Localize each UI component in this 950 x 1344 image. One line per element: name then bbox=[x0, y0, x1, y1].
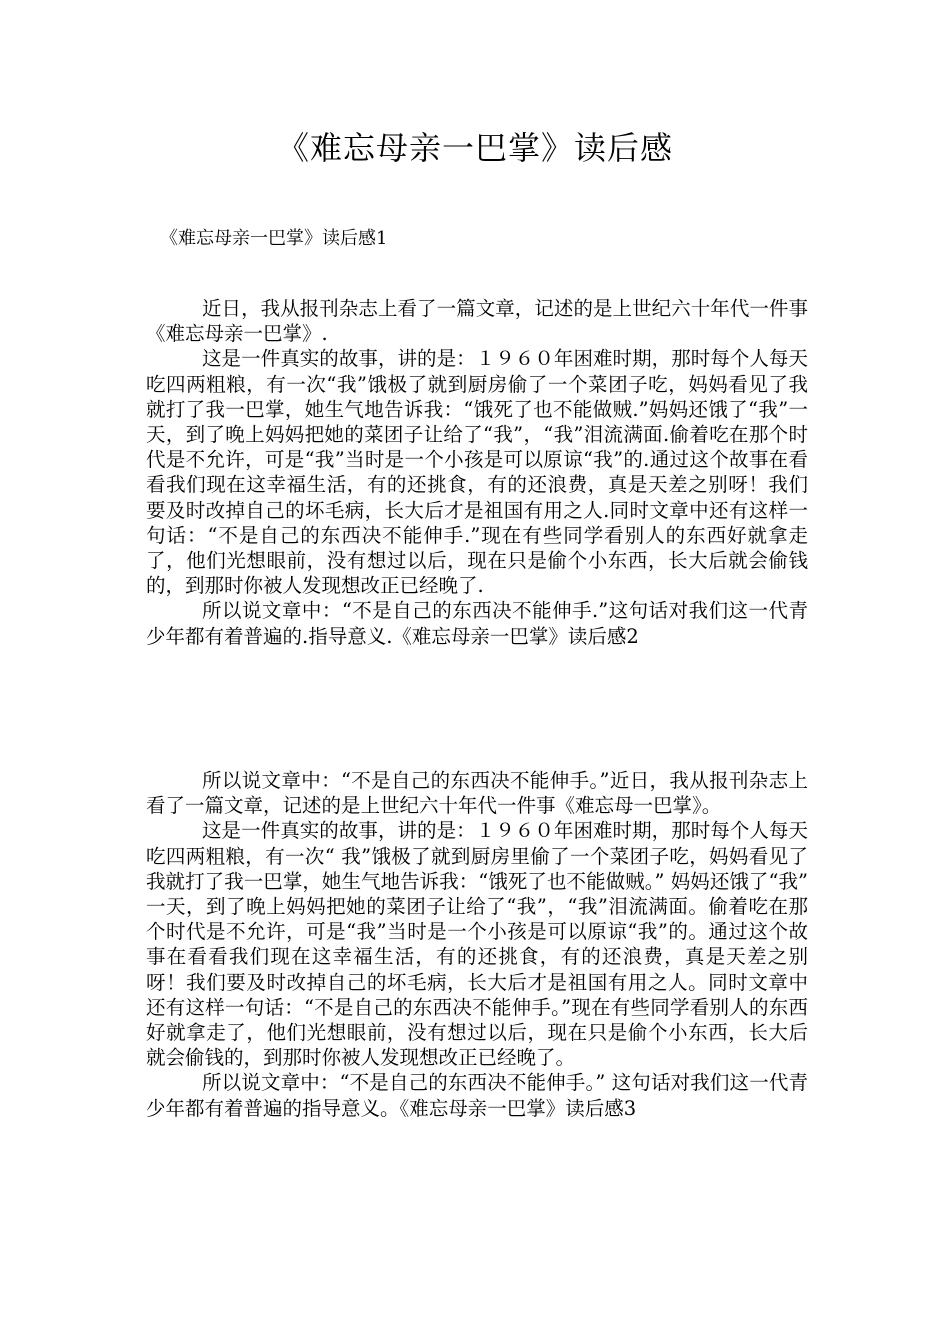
page-title: 《难忘母亲一巴掌》读后感 bbox=[276, 129, 673, 167]
body-paragraph: 这是一件真实的故事，讲的是：１９６０年困难时期，那时每个人每天吃四两粗粮，有一次“ 我”饿极了就到厨房里偷了一个菜团子吃，妈妈看见了我就打了我一巴掌，她生气地告诉我：“饿死了也不能做贼。” 妈妈还饿了“我” 一天，到了晚上妈妈把她的菜团子让给了“我”，“我”泪流满面。偷着吃在那个时代是不允许，可是“我”当时是一个小孩是可以原谅“我”的。通过这个故事在看看我们现在这幸福生活，有的还挑食，有的还浪费，真是天差之别呀！我们要及时改掉自己的坏毛病，长大后才是祖国有用之人。同时文章中还有这样一句话：“不是自己的东西决不能伸手。”现在有些同学看别人的东西好就拿走了，他们光想眼前，没有想过以后，现在只是偷个小东西，长大后就会偷钱的，到那时你被人发现想改正已经晚了。 bbox=[146, 819, 808, 1070]
body-paragraph: 近日，我从报刊杂志上看了一篇文章，记述的是上世纪六十年代一件事《难忘母亲一巴掌》. bbox=[146, 297, 808, 346]
section-heading: 《难忘母亲一巴掌》读后感1 bbox=[160, 228, 388, 249]
body-paragraph: 所以说文章中：“不是自己的东西决不能伸手.”这句话对我们这一代青少年都有着普遍的.指导意义.《难忘母亲一巴掌》读后感2 bbox=[146, 599, 808, 648]
essay-section-1 bbox=[146, 296, 808, 649]
body-paragraph: 这是一件真实的故事，讲的是：１９６０年困难时期，那时每个人每天吃四两粗粮，有一次“我”饿极了就到厨房偷了一个菜团子吃，妈妈看见了我就打了我一巴掌，她生气地告诉我：“饿死了也不能做贼.”妈妈还饿了“我”一天，到了晚上妈妈把她的菜团子让给了“我”，“我”泪流满面.偷着吃在那个时代是不允许，可是“我”当时是一个小孩是可以原谅“我”的.通过这个故事在看看我们现在这幸福生活，有的还挑食，有的还浪费，真是天差之别呀！我们要及时改掉自己的坏毛病，长大后才是祖国有用之人.同时文章中还有这样一句话：“不是自己的东西决不能伸手.”现在有些同学看别人的东西好就拿走了，他们光想眼前，没有想过以后，现在只是偷个小东西，长大后就会偷钱的，到那时你被人发现想改正已经晚了. bbox=[146, 347, 808, 598]
body-paragraph: 所以说文章中：“不是自己的东西决不能伸手。” 这句话对我们这一代青少年都有着普遍的指导意义。《难忘母亲一巴掌》读后感3 bbox=[146, 1071, 808, 1120]
body-paragraph: 所以说文章中：“不是自己的东西决不能伸手。”近日，我从报刊杂志上看了一篇文章，记述的是上世纪六十年代一件事《难忘母一巴掌》。 bbox=[146, 769, 808, 818]
essay-section-2 bbox=[146, 768, 808, 1121]
